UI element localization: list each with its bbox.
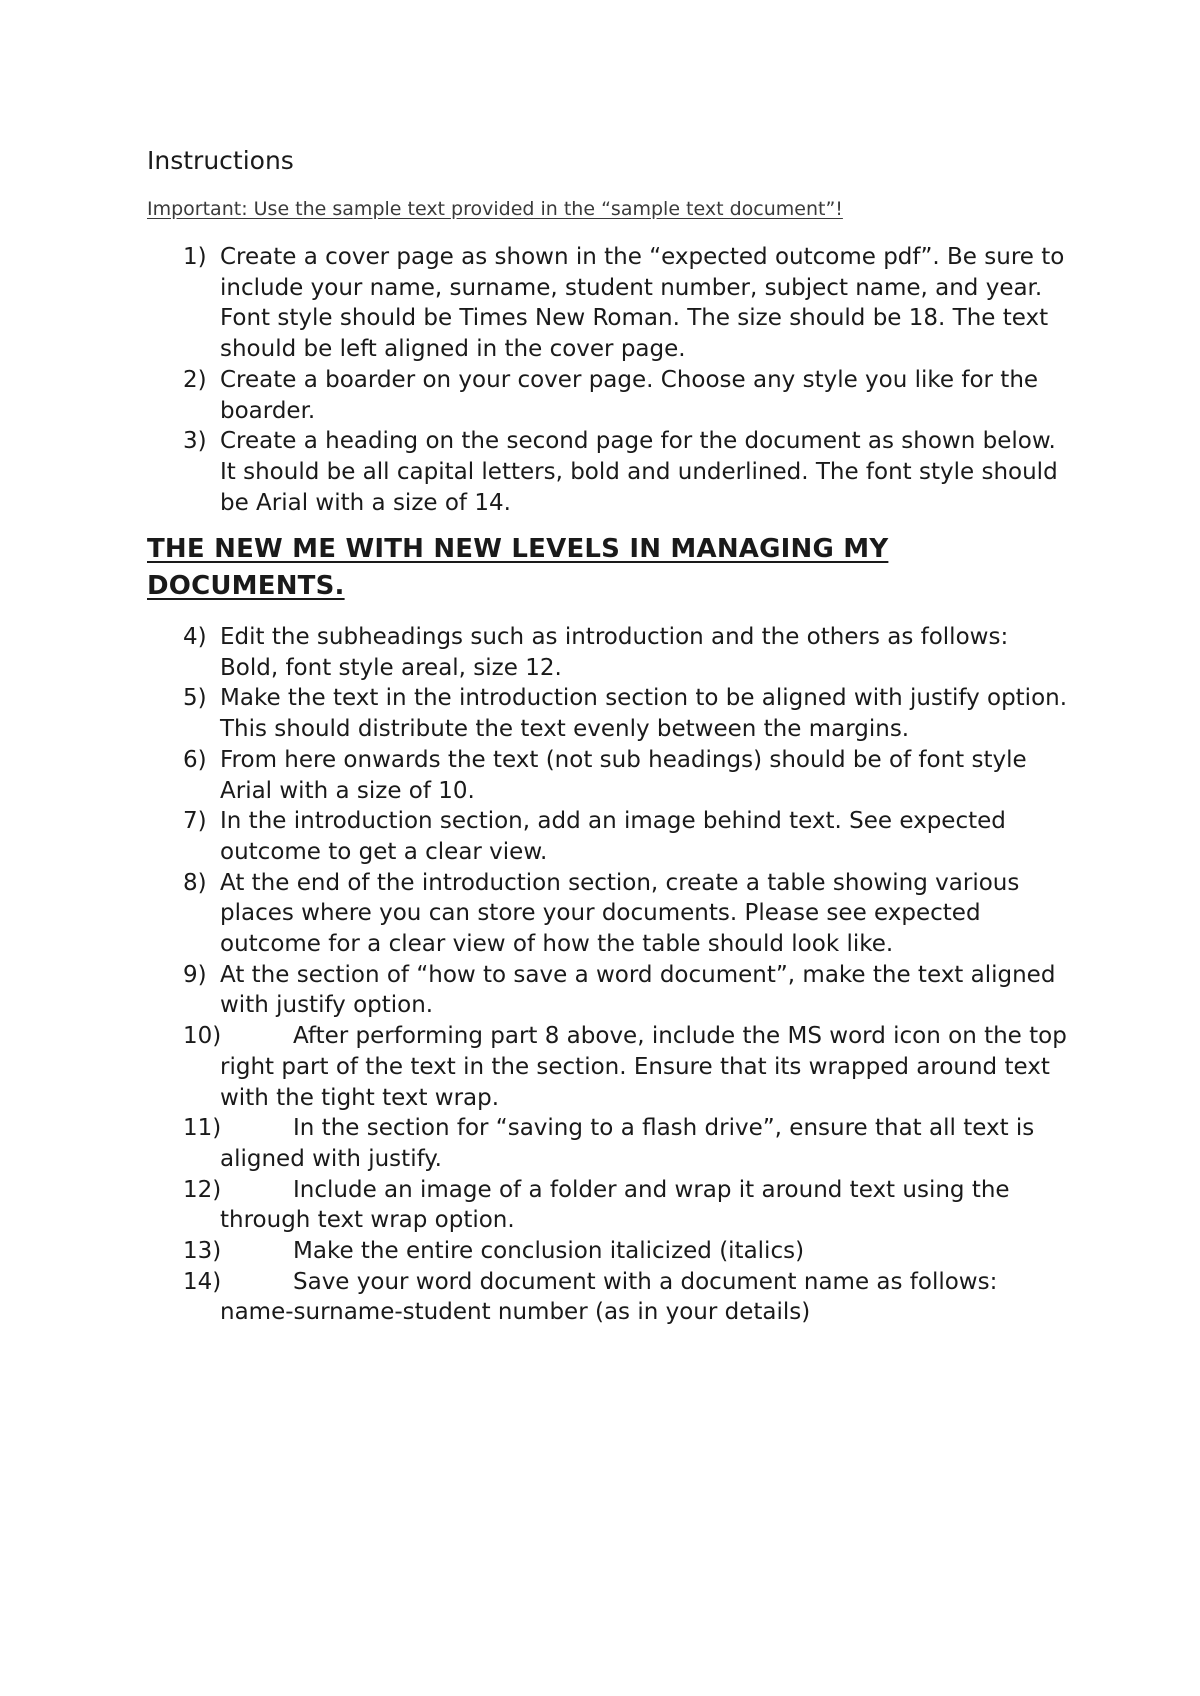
item-number: 6) bbox=[183, 746, 207, 773]
list-item bbox=[0, 960, 1070, 1021]
item-number: 4) bbox=[183, 624, 207, 650]
item-number: 14) bbox=[183, 1268, 222, 1295]
item-text: Make the text in the introduction section to be aligned with justify option. This should distribute the text evenly between the margins. bbox=[220, 685, 1068, 743]
item-text: In the section for “saving to a flash drive”, ensure that all text is aligned with justify. bbox=[220, 1115, 1035, 1172]
important-note: Important: Use the sample text provided in the “sample text document”! bbox=[147, 198, 843, 220]
item-text: Edit the subheadings such as introduction and the others as follows: Bold, font style areal, size 12. bbox=[220, 624, 1009, 681]
list-item bbox=[0, 622, 1070, 683]
item-text: Save your word document with a document name as follows: name-surname-student number (as in your details) bbox=[220, 1268, 998, 1326]
list-item bbox=[0, 1021, 1070, 1113]
item-number: 12) bbox=[183, 1176, 222, 1203]
list-item bbox=[0, 868, 1070, 960]
item-text: Create a cover page as shown in the “expected outcome pdf”. Be sure to include your name, surname, student number, subject name, and year. Font style should be Times New Roman. The size should be 18. The text should be left aligned in the cover page. bbox=[220, 244, 1065, 363]
item-text: Make the entire conclusion italicized (italics) bbox=[293, 1238, 805, 1265]
item-text: At the section of “how to save a word document”, make the text aligned with justify option. bbox=[220, 961, 1056, 1019]
item-text: Include an image of a folder and wrap it around text using the through text wrap option. bbox=[220, 1176, 1010, 1234]
item-text: At the end of the introduction section, create a table showing various places where you can store your documents. Please see expected outcome for a clear view of how the table should look like. bbox=[220, 869, 1020, 958]
item-number: 1) bbox=[183, 244, 207, 270]
list-item bbox=[0, 365, 1070, 426]
item-text: After performing part 8 above, include the MS word icon on the top right part of the text in the section. Ensure that its wrapped around text with the tight text wrap. bbox=[220, 1023, 1067, 1111]
item-text: Create a boarder on your cover page. Choose any style you like for the boarder. bbox=[220, 366, 1039, 424]
item-text: In the introduction section, add an image behind text. See expected outcome to get a clear view. bbox=[220, 808, 1006, 865]
list-item bbox=[0, 1267, 1070, 1328]
instruction-list-part-1 bbox=[0, 242, 1070, 518]
list-item bbox=[0, 426, 1070, 518]
list-item bbox=[0, 745, 1070, 806]
item-number: 3) bbox=[183, 428, 207, 455]
item-number: 2) bbox=[183, 366, 207, 393]
list-item bbox=[0, 1113, 1070, 1174]
item-number: 10) bbox=[183, 1023, 222, 1050]
item-number: 9) bbox=[183, 961, 207, 988]
item-number: 11) bbox=[183, 1115, 222, 1142]
list-item bbox=[0, 1175, 1070, 1236]
section-heading: THE NEW ME WITH NEW LEVELS IN MANAGING MY DOCUMENTS. bbox=[147, 534, 889, 601]
list-item bbox=[0, 806, 1070, 867]
document-title: Instructions bbox=[147, 146, 294, 175]
item-text: Create a heading on the second page for the document as shown below. It should be all capital letters, bold and underlined. The font style should be Arial with a size of 14. bbox=[220, 428, 1058, 516]
list-item bbox=[0, 242, 1070, 365]
list-item bbox=[0, 683, 1070, 744]
item-number: 7) bbox=[183, 808, 207, 835]
item-number: 13) bbox=[183, 1238, 222, 1265]
item-text: From here onwards the text (not sub headings) should be of font style Arial with a size of 10. bbox=[220, 746, 1027, 804]
item-number: 5) bbox=[183, 685, 207, 712]
instruction-list-part-2 bbox=[0, 622, 1070, 1328]
list-item bbox=[0, 1236, 1070, 1267]
item-number: 8) bbox=[183, 869, 207, 896]
